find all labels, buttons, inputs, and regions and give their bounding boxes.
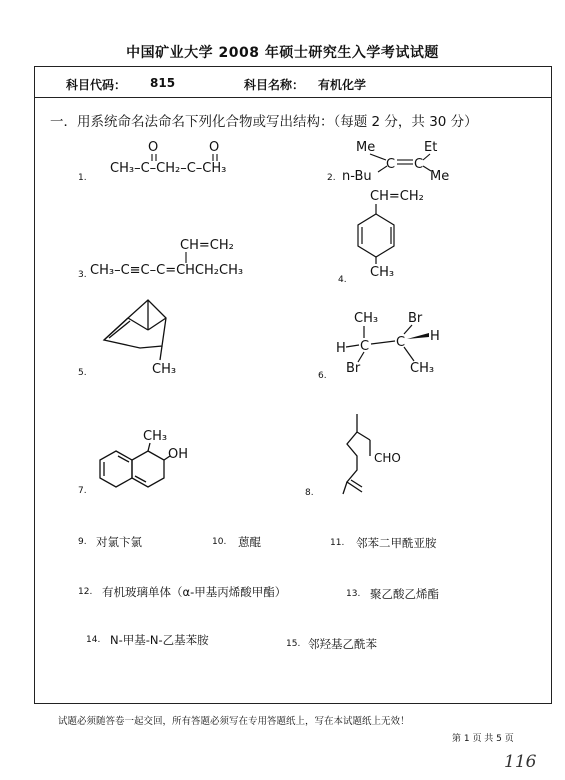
struct-6-wedge-bond [407, 333, 429, 339]
subject-code-label: 科目代码： [66, 78, 127, 92]
item-13-number: 13. [346, 589, 361, 599]
struct-6-br-bottom: Br [346, 361, 361, 376]
item-9-number: 9. [78, 537, 87, 547]
struct-1-oxygen-1: O [148, 140, 159, 155]
struct-2-nbu: n-Bu [342, 169, 372, 184]
item-11-number: 11. [330, 538, 345, 548]
subject-name-label: 科目名称： [244, 78, 305, 92]
struct-5-number: 5. [78, 368, 87, 378]
struct-5-bicycle [104, 300, 166, 360]
struct-2-c-right: C [414, 157, 424, 172]
item-9-name: 对氯卞氯 [96, 535, 142, 549]
section-heading: 一．用系统命名法命名下列化合物或写出结构：（每题 2 分，共 30 分） [50, 114, 478, 130]
struct-2-number: 2. [327, 173, 336, 183]
struct-6-ch3-top: CH₃ [354, 311, 379, 326]
item-10-name: 蒽醌 [238, 535, 261, 549]
footer-notice: 试题必须随答卷一起交回，所有答题必须写在专用答题纸上，写在本试题纸上无效！ [58, 716, 410, 727]
struct-3-number: 3. [78, 270, 87, 280]
handwritten-mark: 116 [504, 752, 537, 772]
struct-1-formula: CH₃–C–CH₂–C–CH₃ [110, 161, 227, 176]
struct-7-hydroxyl: OH [168, 447, 189, 462]
struct-5-methyl: CH₃ [152, 362, 177, 377]
struct-6-c-left: C [360, 339, 370, 354]
struct-2-et: Et [424, 140, 438, 155]
struct-6-ch3-bottom: CH₃ [410, 361, 435, 376]
subject-code: 815 [150, 76, 176, 90]
subject-name: 有机化学 [318, 78, 367, 92]
exam-title: 中国矿业大学 2008 年硕士研究生入学考试试题 [126, 45, 439, 61]
item-11-name: 邻苯二甲酰亚胺 [356, 536, 437, 550]
struct-3-vinyl: CH=CH₂ [180, 238, 234, 253]
struct-8-number: 8. [305, 488, 314, 498]
item-10-number: 10. [212, 537, 227, 547]
struct-8-chain [343, 414, 370, 494]
struct-4-methyl: CH₃ [370, 265, 395, 280]
struct-3-chain: CH₃–C≡C–C=CHCH₂CH₃ [90, 263, 244, 278]
item-13-name: 聚乙酸乙烯酯 [370, 587, 439, 601]
struct-4-ring [358, 204, 394, 264]
item-12-number: 12. [78, 587, 93, 597]
struct-6-c-right: C [396, 335, 406, 350]
struct-6-number: 6. [318, 371, 327, 381]
item-14-number: 14. [86, 635, 101, 645]
struct-6-h-left: H [336, 341, 346, 356]
item-12-name: 有机玻璃单体（α-甲基丙烯酸甲酯） [102, 585, 287, 599]
struct-4-number: 4. [338, 275, 347, 285]
struct-8-aldehyde: CHO [374, 451, 401, 465]
struct-4-vinyl: CH=CH₂ [370, 189, 424, 204]
item-14-name: N-甲基-N-乙基苯胺 [110, 633, 209, 647]
struct-7-number: 7. [78, 486, 87, 496]
struct-7-naphthalene [100, 443, 170, 487]
struct-2-me-top: Me [356, 140, 376, 155]
item-15-number: 15. [286, 639, 301, 649]
struct-6-br-top: Br [408, 311, 423, 326]
page-number: 第 1 页 共 5 页 [452, 734, 514, 744]
struct-1-carbonyl-bonds [152, 154, 217, 161]
struct-7-methyl: CH₃ [143, 429, 168, 444]
struct-1-number: 1. [78, 173, 87, 183]
item-15-name: 邻羟基乙酰苯 [308, 637, 377, 651]
struct-6-h-right: H [430, 329, 440, 344]
struct-1-oxygen-2: O [209, 140, 220, 155]
struct-2-me-bottom: Me [430, 169, 450, 184]
struct-2-c-left: C [386, 157, 396, 172]
